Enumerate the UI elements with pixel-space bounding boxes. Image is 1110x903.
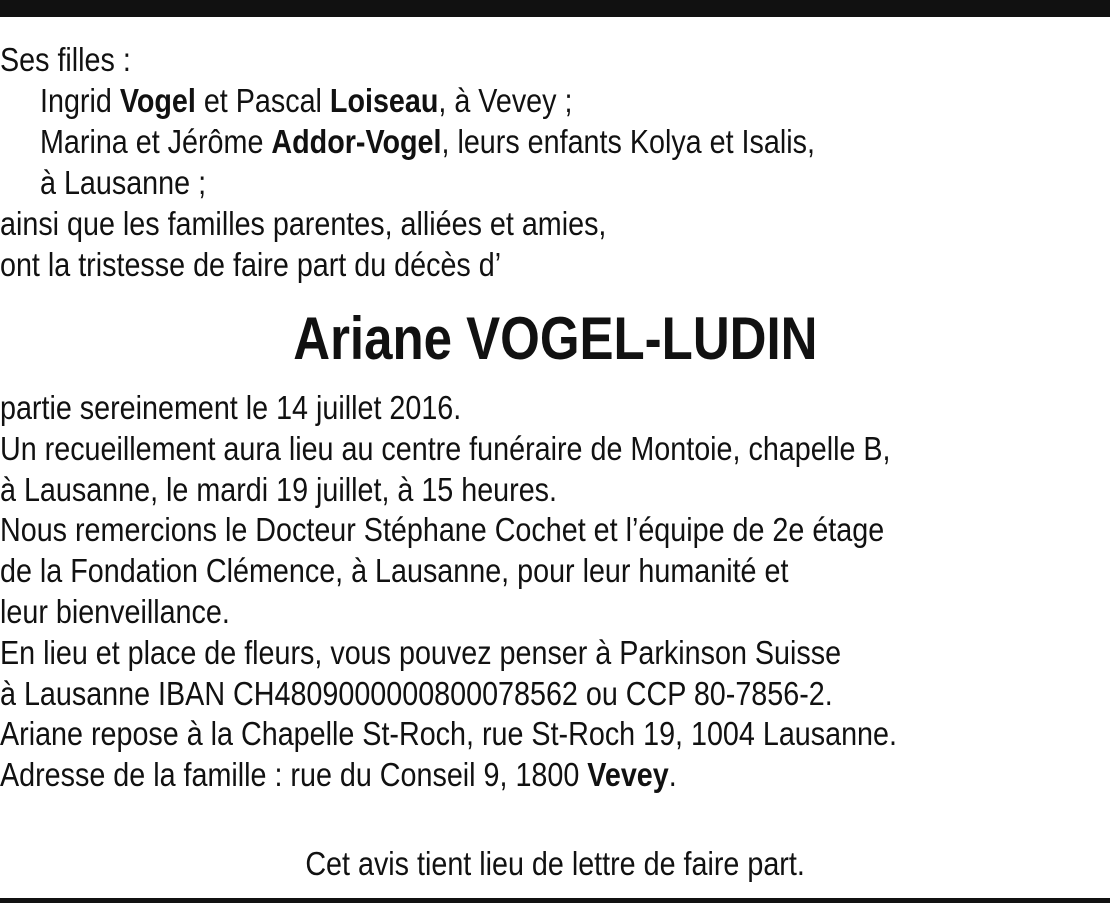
family-name-addor-vogel: Addor-Vogel — [271, 123, 442, 160]
detail-line: En lieu et place de fleurs, vous pouvez penser à Parkinson Suisse — [0, 633, 842, 671]
detail-line: Ariane repose à la Chapelle St-Roch, rue St-Roch 19, 1004 Lausanne. — [0, 715, 897, 753]
intro-line-text: , à Vevey ; — [438, 82, 573, 119]
intro-heading: Ses filles : — [0, 41, 131, 78]
family-intro-block — [0, 39, 1110, 285]
intro-line-text: , leurs enfants Kolya et Isalis, — [441, 123, 815, 160]
detail-line: Un recueillement aura lieu au centre funéraire de Montoie, chapelle B, — [0, 429, 891, 467]
notice-details-block — [0, 388, 1110, 796]
address-suffix: . — [668, 756, 677, 794]
detail-line: à Lausanne, le mardi 19 juillet, à 15 heures. — [0, 470, 558, 508]
address-text: Adresse de la famille : rue du Conseil 9, 1800 — [0, 756, 588, 794]
deceased-name-heading — [0, 302, 1110, 376]
address-city: Vevey — [587, 756, 669, 794]
intro-line-lausanne: à Lausanne ; — [40, 164, 207, 201]
bottom-border-rule — [0, 898, 1110, 903]
detail-line: à Lausanne IBAN CH4809000000800078562 ou CCP 80-7856-2. — [0, 674, 833, 712]
footer-notice — [0, 842, 1110, 886]
family-name-vogel: Vogel — [119, 82, 196, 119]
detail-line: de la Fondation Clémence, à Lausanne, pour leur humanité et — [0, 552, 789, 590]
intro-line-announcement: ont la tristesse de faire part du décès d’ — [0, 246, 502, 283]
intro-line-marina — [0, 121, 1110, 162]
intro-line-families: ainsi que les familles parentes, alliées et amies, — [0, 205, 607, 242]
family-address-line — [0, 755, 1110, 796]
footer-text: Cet avis tient lieu de lettre de faire part. — [305, 845, 805, 882]
detail-line: leur bienveillance. — [0, 592, 230, 630]
intro-line-text: Ingrid — [40, 82, 120, 119]
intro-line-text: et Pascal — [195, 82, 330, 119]
deceased-name: Ariane VOGEL-LUDIN — [292, 305, 818, 372]
top-border-rule — [0, 0, 1110, 17]
detail-line: partie sereinement le 14 juillet 2016. — [0, 389, 462, 426]
family-name-loiseau: Loiseau — [329, 82, 439, 119]
detail-line: Nous remercions le Docteur Stéphane Cochet et l’équipe de 2e étage — [0, 511, 885, 549]
intro-line-text: Marina et Jérôme — [40, 123, 272, 160]
intro-line-ingrid — [0, 80, 1110, 121]
